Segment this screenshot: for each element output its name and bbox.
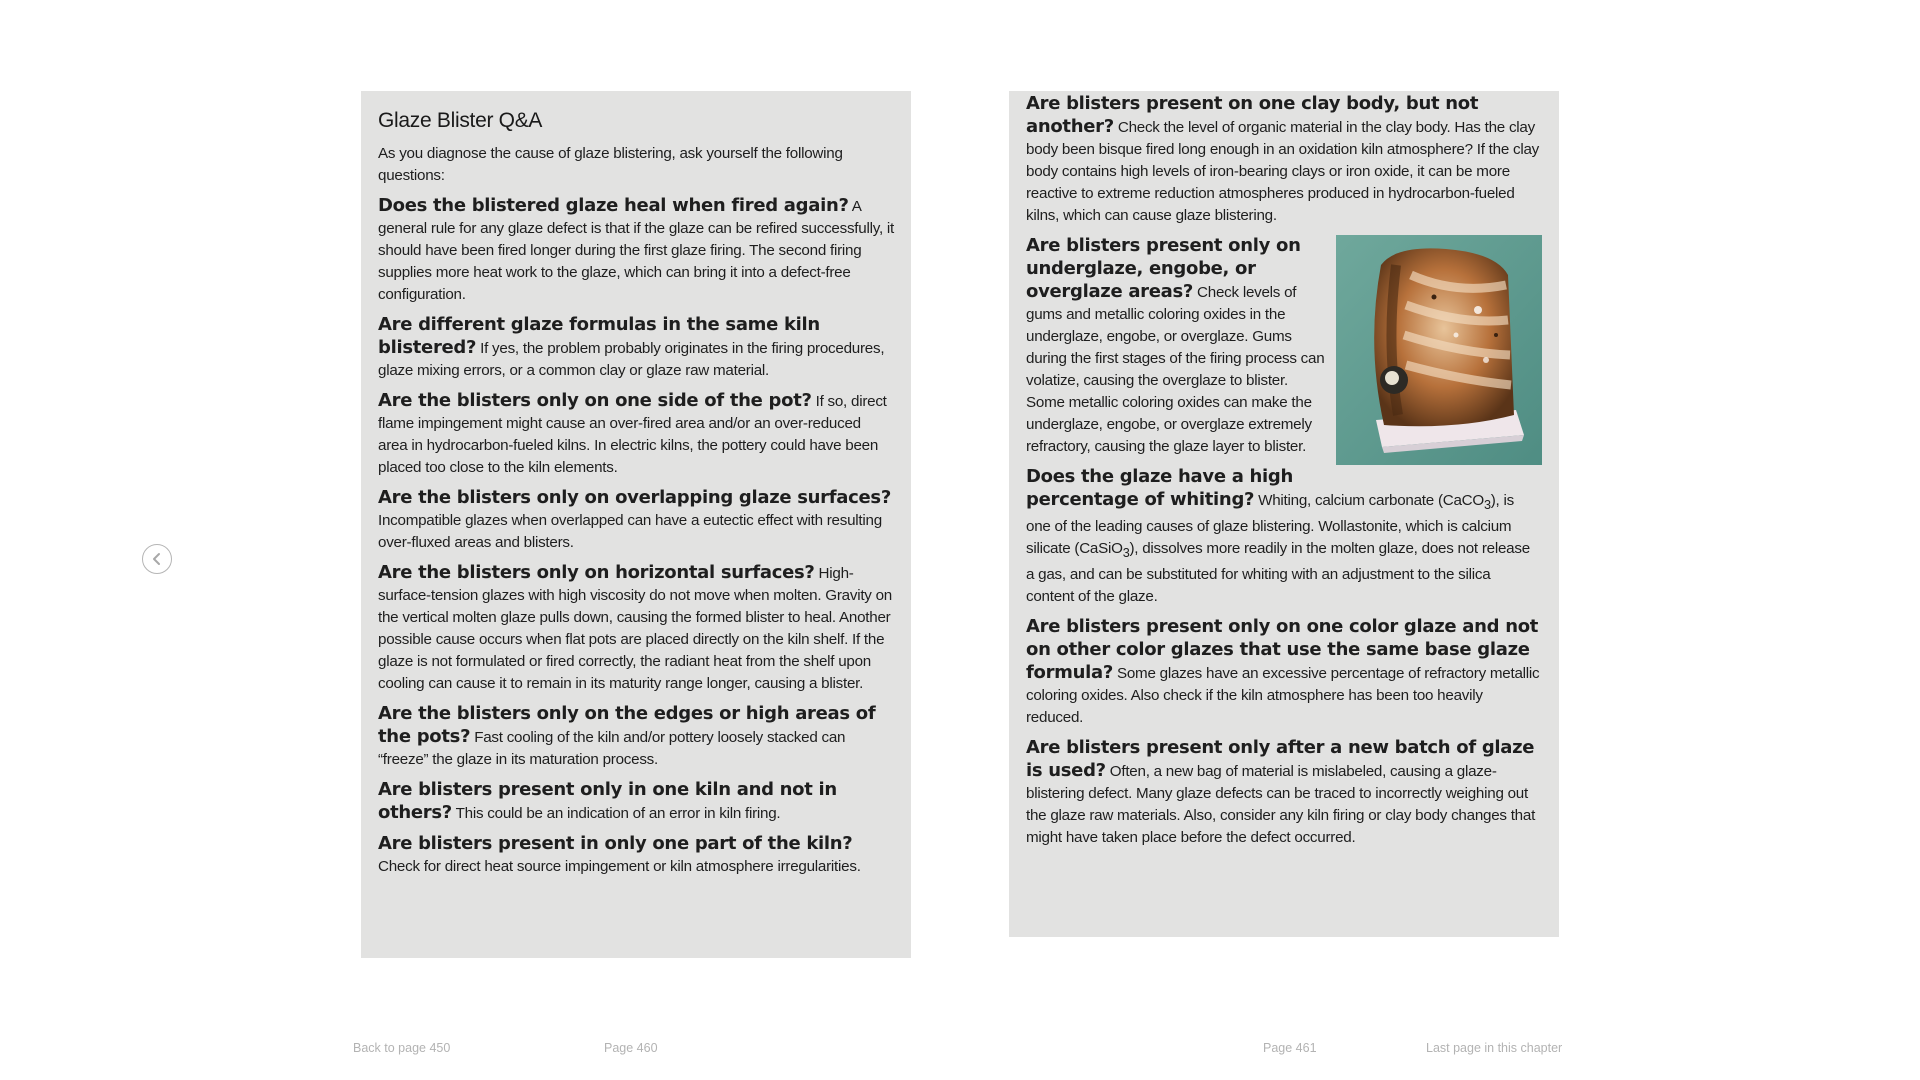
left-page-panel (361, 91, 911, 958)
qa-answer: Some glazes have an excessive percentage of refractory metallic coloring oxides. Also check if the kiln atmosphere has been too heavily reduced. (1026, 665, 1540, 727)
blistered-tile-photo (1336, 235, 1542, 465)
qa-item (378, 779, 894, 825)
qa-answer: Check the level of organic material in the clay body. Has the clay body been bisque fired long enough in an oxidation kiln atmosphere? If the clay body contains high levels of iron-bearing clays or iron oxide, it can be more reactive to extreme reduction atmospheres produced in hydrocarbon-fueled kilns, which can cause glaze blistering. (1026, 119, 1540, 224)
qa-item (1026, 616, 1542, 729)
qa-question: Are blisters present only on one color glaze and not on other color glazes that use the same base glaze formula? (1026, 616, 1539, 684)
qa-question: Are blisters present on one clay body, but not another? (1026, 93, 1479, 137)
qa-question: Does the blistered glaze heal when fired again? (378, 195, 849, 216)
qa-item-whiting (1026, 466, 1542, 608)
qa-answer: If yes, the problem probably originates in the firing procedures, glaze mixing errors, or a common clay or glaze raw material. (378, 340, 885, 379)
qa-answer: Check levels of gums and metallic coloring oxides in the underglaze, engobe, or overglaze. Gums during the first stages of the firing process can volatize, causing the overglaze to blister. Some metallic coloring oxides can make the underglaze, engobe, or overglaze extremely refractory, causing the glaze layer to blister. (1026, 284, 1325, 455)
qa-answer: Check for direct heat source impingement or kiln atmosphere irregularities. (378, 858, 861, 875)
qa-answer: A general rule for any glaze defect is that if the glaze can be refired successfully, it should have been fired longer during the first glaze firing. The second firing supplies more heat work to the glaze, which can bring it into a defect-free configuration. (378, 198, 894, 303)
qa-question: Are blisters present in only one part of the kiln? (378, 833, 853, 854)
qa-answer-part2: ), is one of the leading causes of glaze blistering. Wollastonite, which is calcium silicate (CaSiO (1026, 492, 1514, 558)
previous-page-button[interactable] (142, 544, 172, 574)
qa-answer: Fast cooling of the kiln and/or pottery loosely stacked can “freeze” the glaze in its maturation process. (378, 729, 846, 768)
last-page-link[interactable]: Last page in this chapter (1426, 1041, 1563, 1055)
qa-item (378, 314, 894, 382)
qa-item (378, 195, 894, 306)
qa-item (378, 390, 894, 479)
qa-item (1026, 93, 1542, 227)
qa-answer: This could be an indication of an error in kiln firing. (451, 805, 781, 822)
qa-answer: Incompatible glazes when overlapped can have a eutectic effect with resulting over-fluxed areas and blisters. (378, 512, 882, 551)
subscript-3: 3 (1122, 546, 1130, 561)
qa-question: Does the glaze have a high percentage of whiting? (1026, 466, 1294, 510)
page-title: Glaze Blister Q&A (378, 109, 543, 132)
qa-answer-part3: ), dissolves more readily in the molten glaze, does not release a gas, and can be substituted for whiting with an adjustment to the silica content of the glaze. (1026, 540, 1530, 606)
qa-answer-part1: Whiting, calcium carbonate (CaCO (1254, 492, 1484, 509)
back-to-page-link[interactable]: Back to page 450 (353, 1041, 451, 1055)
qa-item (378, 487, 894, 554)
qa-question: Are the blisters only on one side of the pot? (378, 390, 812, 411)
qa-question: Are blisters present only in one kiln and not in others? (378, 779, 837, 823)
qa-question: Are the blisters only on the edges or high areas of the pots? (378, 703, 876, 747)
chevron-left-icon (150, 552, 164, 566)
qa-question: Are different glaze formulas in the same kiln blistered? (378, 314, 820, 358)
page-number-right: Page 461 (1263, 1041, 1317, 1055)
qa-item (1026, 737, 1542, 849)
subscript-3: 3 (1483, 498, 1491, 513)
right-page-panel (1009, 91, 1559, 937)
glaze-tile-image (1336, 235, 1542, 465)
qa-answer: Often, a new bag of material is mislabeled, causing a glaze-blistering defect. Many glaze defects can be traced to incorrectly weighing out the glaze raw materials. Also, consider any kiln firing or clay body changes that might have taken place before the defect occurred. (1026, 763, 1536, 847)
page-number-left: Page 460 (604, 1041, 658, 1055)
qa-answer: If so, direct flame impingement might cause an over-fired area and/or an over-reduced area in hydrocarbon-fueled kilns. In electric kilns, the pottery could have been placed too close to the kiln elements. (378, 393, 887, 476)
intro-paragraph: As you diagnose the cause of glaze blistering, ask yourself the following questions: (378, 145, 843, 184)
qa-item (378, 833, 894, 878)
qa-item (378, 562, 894, 695)
qa-question: Are the blisters only on horizontal surfaces? (378, 562, 815, 583)
qa-question: Are blisters present only after a new batch of glaze is used? (1026, 737, 1535, 782)
qa-question: Are blisters present only on underglaze, engobe, or overglaze areas? (1026, 235, 1301, 302)
qa-answer: High-surface-tension glazes with high viscosity do not move when molten. Gravity on the vertical molten glaze pulls down, causing the formed blister to heal. Another possible cause occurs when flat pots are placed directly on the kiln shelf. If the glaze is not formulated or fired correctly, the radiant heat from the shelf upon cooling can cause it to remain in its maturity range longer, causing a blister. (378, 565, 893, 692)
qa-item (378, 703, 894, 771)
qa-question: Are the blisters only on overlapping glaze surfaces? (378, 487, 891, 508)
